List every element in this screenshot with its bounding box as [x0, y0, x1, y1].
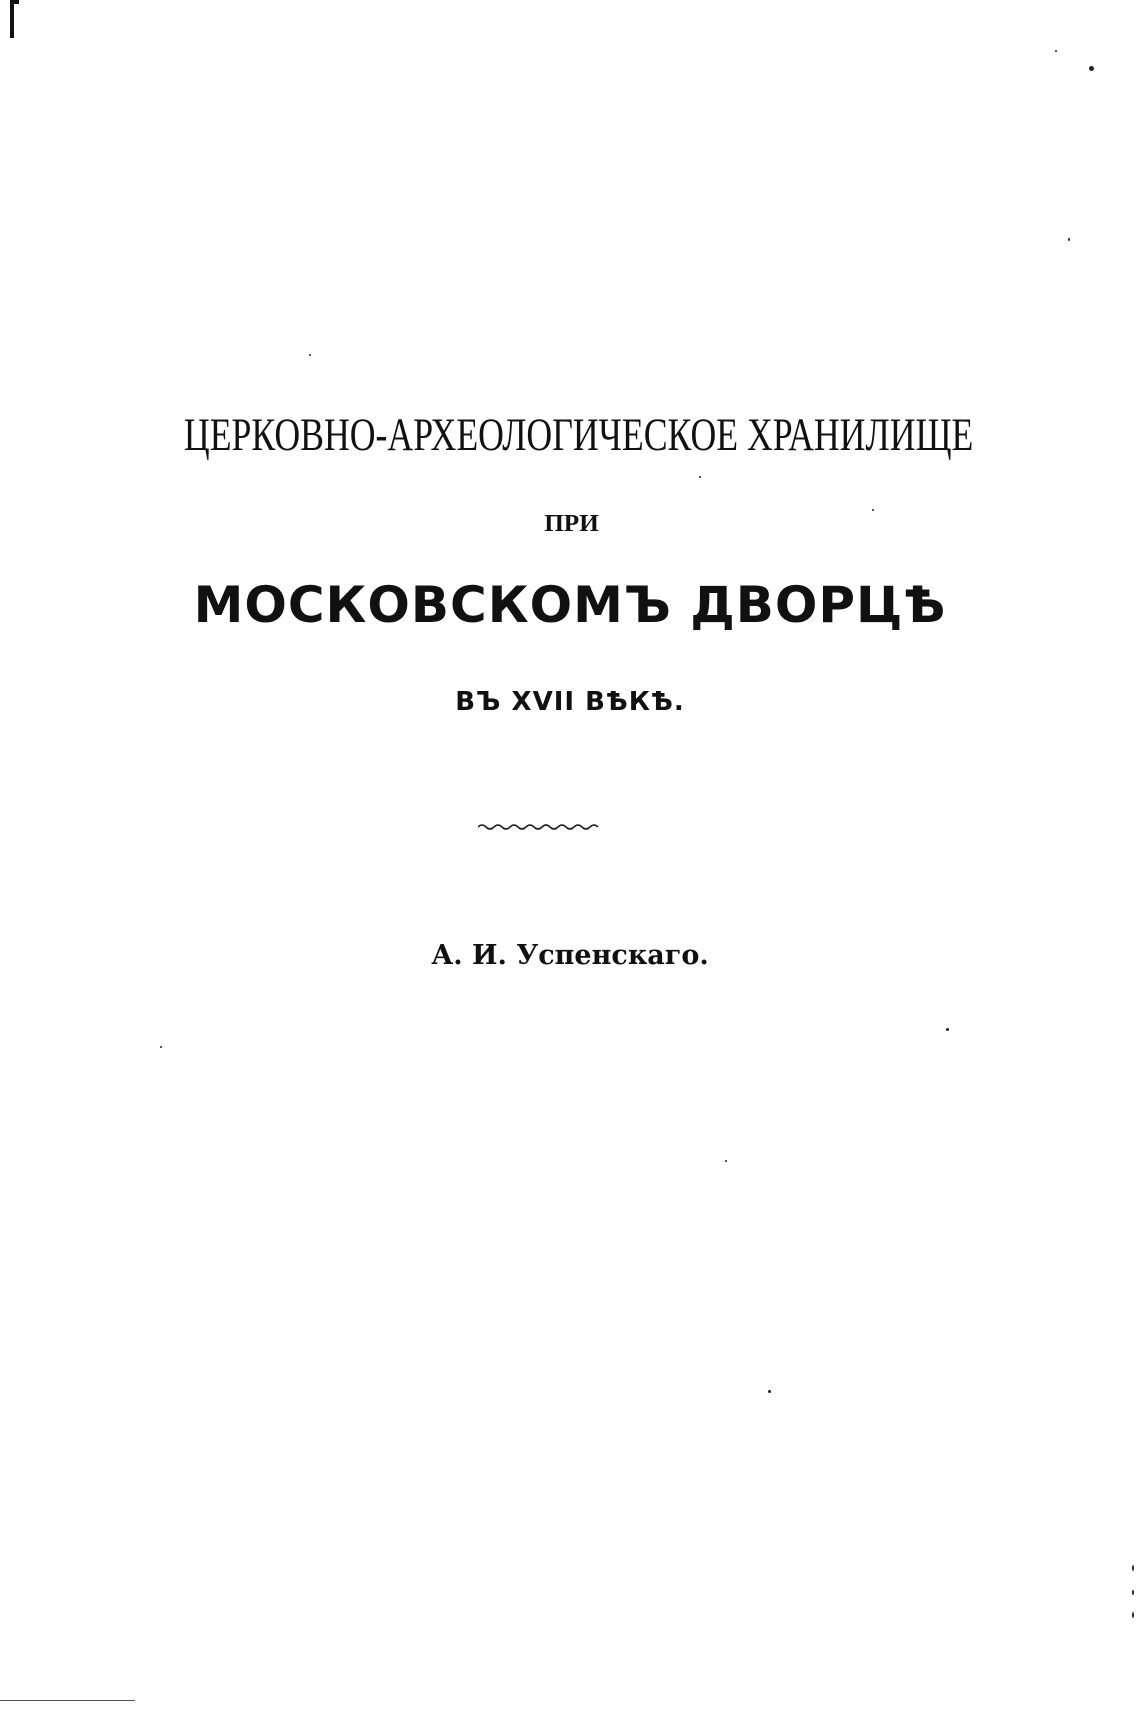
scan-speck [1132, 1565, 1134, 1571]
scan-speck [768, 1390, 771, 1393]
scan-speck [725, 1160, 727, 1162]
scan-speck [872, 509, 874, 511]
scan-speck [699, 476, 701, 478]
scan-speck [1132, 1590, 1134, 1595]
scan-speck [1068, 238, 1070, 241]
scan-speck [946, 1028, 949, 1031]
scan-speck [1089, 66, 1094, 71]
scan-speck [1132, 1612, 1134, 1618]
scan-speck [309, 354, 311, 356]
title-line-2: ПРИ [544, 511, 599, 537]
author-line: А. И. Успенскаго. [431, 940, 709, 971]
scan-corner-mark [10, 0, 14, 38]
scan-bottom-rule [0, 1700, 135, 1701]
wavy-divider [478, 822, 602, 832]
scan-speck [1055, 50, 1057, 52]
scan-speck [160, 1046, 162, 1048]
title-line-3: МОСКОВСКОМЪ ДВОРЦѢ [193, 576, 947, 634]
title-line-4: ВЪ XVII ВѢКѢ. [455, 687, 685, 717]
title-line-1: ЦЕРКОВНО-АРХЕОЛОГИЧЕСКОЕ ХРАНИЛИЩЕ [183, 409, 974, 461]
